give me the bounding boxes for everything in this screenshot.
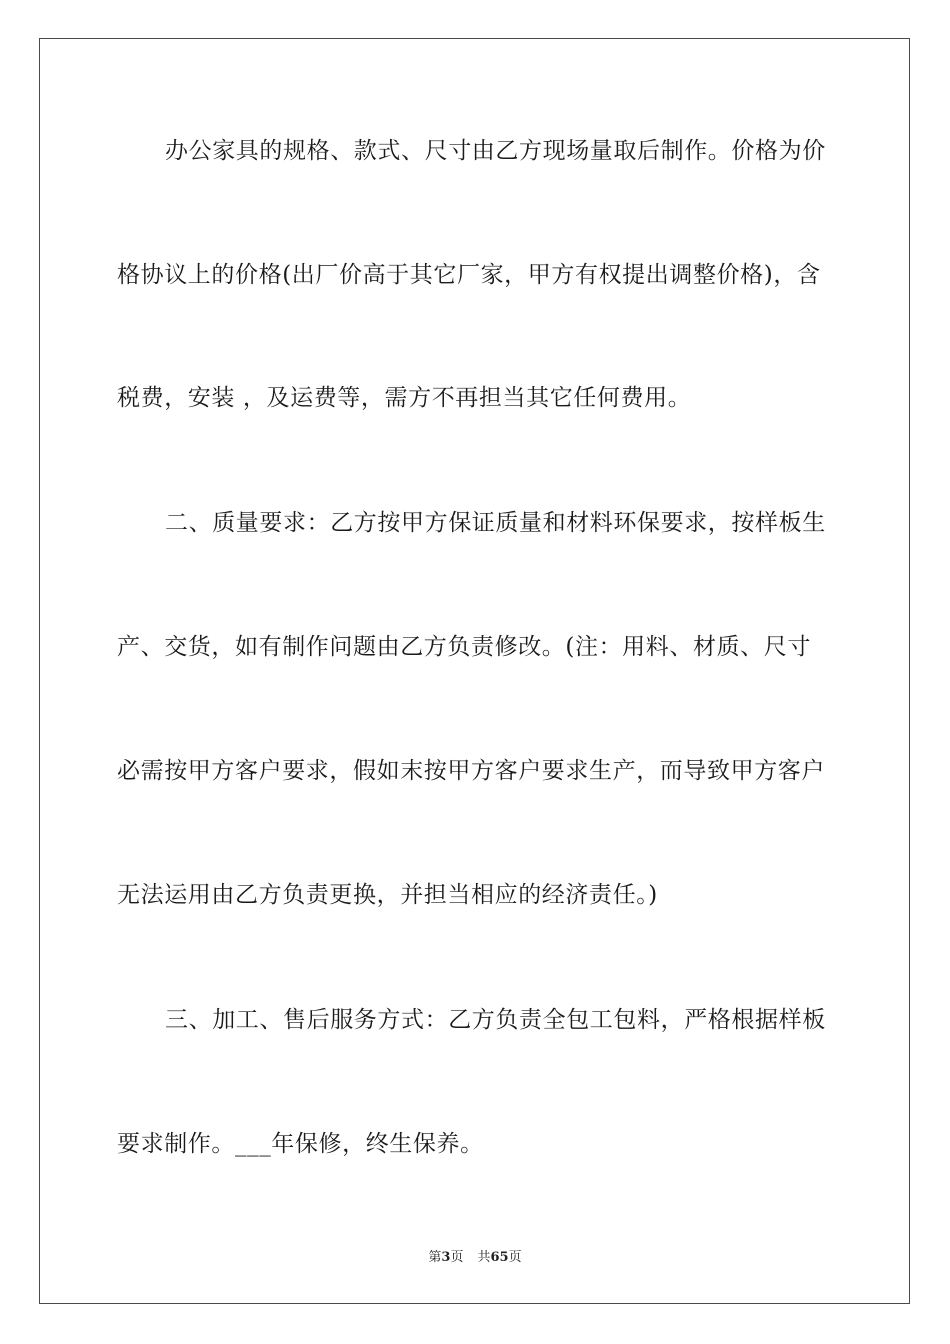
- paragraph-line-1: 办公家具的规格、款式、尺寸由乙方现场量取后制作。价格为价: [165, 138, 826, 164]
- paragraph-line-2: 格协议上的价格(出厂价高于其它厂家，甲方有权提出调整价格)，含: [117, 262, 821, 288]
- paragraph-line-5: 产、交货，如有制作问题由乙方负责修改。(注：用料、材质、尺寸: [117, 634, 811, 660]
- page-border: [39, 38, 910, 1304]
- paragraph-line-4: 二、质量要求：乙方按甲方保证质量和材料环保要求，按样板生: [165, 510, 826, 536]
- footer-total-suffix: 页: [508, 1250, 522, 1265]
- footer-page-prefix: 第: [428, 1250, 442, 1265]
- footer-total-prefix: 共: [477, 1250, 491, 1265]
- footer-page-suffix: 页: [450, 1250, 464, 1265]
- paragraph-line-7: 无法运用由乙方负责更换，并担当相应的经济责任。): [117, 882, 658, 908]
- paragraph-line-9: 要求制作。___年保修，终生保养。: [117, 1131, 484, 1157]
- paragraph-line-3: 税费，安装 ，及运费等，需方不再担当其它任何费用。: [117, 385, 692, 411]
- page-footer: [0, 1246, 950, 1265]
- footer-page-number: 3: [441, 1250, 451, 1265]
- paragraph-line-6: 必需按甲方客户要求，假如末按甲方客户要求生产，而导致甲方客户: [117, 758, 825, 784]
- footer-total-pages: 65: [490, 1250, 509, 1265]
- paragraph-line-8: 三、加工、售后服务方式：乙方负责全包工包料，严格根据样板: [165, 1007, 826, 1033]
